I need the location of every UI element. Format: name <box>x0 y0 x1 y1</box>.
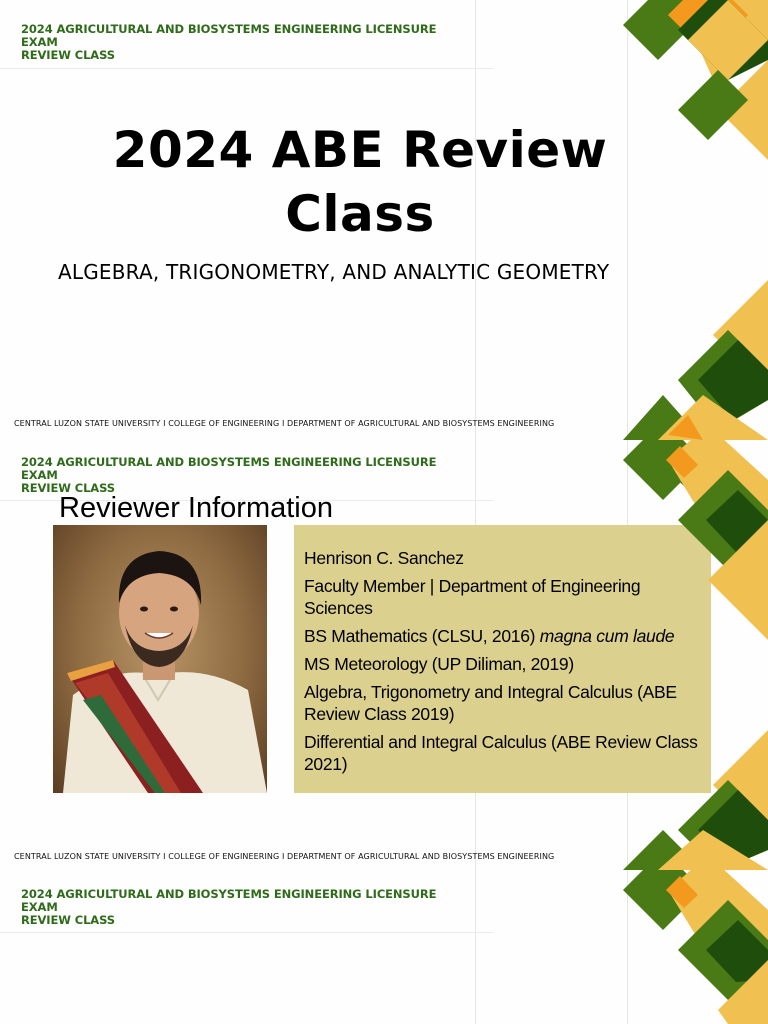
slide-title <box>0 0 768 440</box>
header-line-1: 2024 AGRICULTURAL AND BIOSYSTEMS ENGINEERING LICENSURE EXAM <box>21 455 437 482</box>
geometric-decoration <box>618 870 768 1024</box>
slide-partial <box>0 870 768 1024</box>
geometric-decoration <box>618 0 768 440</box>
section-title: Reviewer Information <box>59 492 333 524</box>
header-line-2: REVIEW CLASS <box>21 913 115 927</box>
reviewer-position: Faculty Member | Department of Engineering Sciences <box>304 576 641 618</box>
reviewer-photo <box>53 525 267 793</box>
header-line-2: REVIEW CLASS <box>21 481 115 495</box>
slide-header <box>21 888 461 927</box>
reviewer-experience-1: Algebra, Trigonometry and Integral Calculus (ABE Review Class 2019) <box>304 682 677 724</box>
geometric-decoration <box>618 440 768 870</box>
header-line-1: 2024 AGRICULTURAL AND BIOSYSTEMS ENGINEERING LICENSURE EXAM <box>21 887 437 914</box>
title-line-1: 2024 ABE Review <box>112 121 608 179</box>
presentation-title <box>0 118 720 246</box>
slide-reviewer-info <box>0 440 768 870</box>
guide-line <box>0 932 494 933</box>
honor-text: magna cum laude <box>539 626 675 646</box>
header-line-1: 2024 AGRICULTURAL AND BIOSYSTEMS ENGINEERING LICENSURE EXAM <box>21 22 437 49</box>
reviewer-ms-degree: MS Meteorology (UP Diliman, 2019) <box>304 654 574 674</box>
presentation-subtitle: ALGEBRA, TRIGONOMETRY, AND ANALYTIC GEOMETRY <box>58 260 610 284</box>
guide-line <box>475 870 476 1024</box>
slide-footer: CENTRAL LUZON STATE UNIVERSITY I COLLEGE OF ENGINEERING I DEPARTMENT OF AGRICULTURAL AND BIOSYSTEMS ENGINEERING <box>14 852 555 861</box>
reviewer-bs-degree: BS Mathematics (CLSU, 2016) magna cum laude <box>304 626 675 646</box>
slide-header <box>21 456 461 495</box>
guide-line <box>0 68 494 69</box>
slide-footer: CENTRAL LUZON STATE UNIVERSITY I COLLEGE OF ENGINEERING I DEPARTMENT OF AGRICULTURAL AND BIOSYSTEMS ENGINEERING <box>14 419 555 428</box>
reviewer-experience-2: Differential and Integral Calculus (ABE Review Class 2021) <box>304 732 698 774</box>
reviewer-name: Henrison C. Sanchez <box>304 548 464 568</box>
title-line-2: Class <box>285 185 435 243</box>
slide-header <box>21 23 461 62</box>
header-line-2: REVIEW CLASS <box>21 48 115 62</box>
